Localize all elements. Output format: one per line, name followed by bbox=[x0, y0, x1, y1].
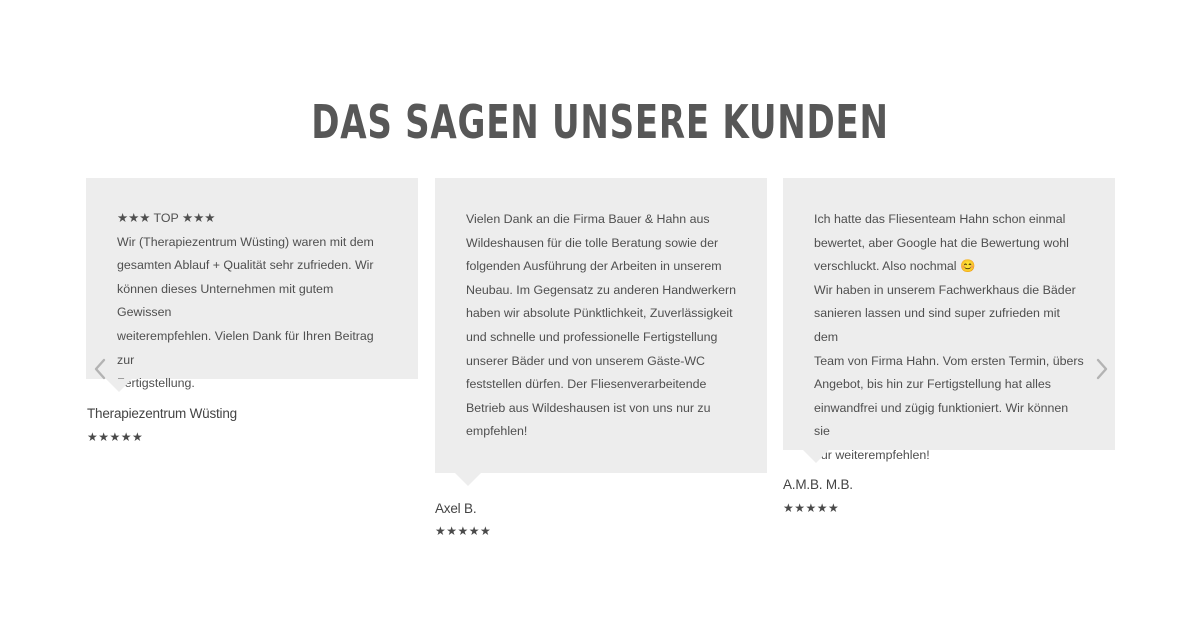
carousel-prev-button[interactable] bbox=[88, 356, 112, 382]
testimonial-author: Axel B. bbox=[435, 501, 477, 516]
star-rating: ★★★★★ bbox=[783, 501, 840, 515]
chevron-left-icon bbox=[88, 356, 112, 382]
carousel-next-button[interactable] bbox=[1090, 356, 1114, 382]
testimonial-text: ★★★ TOP ★★★ Wir (Therapiezentrum Wüsting) waren mit dem gesamten Ablauf + Qualität sehr zufrieden. Wir können dieses Unternehmen mit gutem Gewissen weiterempfehlen. Vielen Dank für Ihren Beitrag zur Fertigstellung. bbox=[117, 211, 374, 391]
testimonial-author: A.M.B. M.B. bbox=[783, 477, 853, 492]
star-rating: ★★★★★ bbox=[87, 430, 144, 444]
chevron-right-icon bbox=[1090, 356, 1114, 382]
star-rating: ★★★★★ bbox=[435, 524, 492, 538]
testimonial-card bbox=[86, 178, 418, 391]
testimonial-author: Therapiezentrum Wüsting bbox=[87, 406, 237, 421]
testimonial-text: Ich hatte das Fliesenteam Hahn schon einmal bewertet, aber Google hat die Bewertung wohl verschluckt. Also nochmal 😊 Wir haben in unserem Fachwerkhaus die Bäder sanieren lassen und sind super zufrieden mit dem Team von Firma Hahn. Vom ersten Termin, übers Angebot, bis hin zur Fertigstellung hat alles einwandfrei und zügig funktioniert. Wir können sie nur weiterempfehlen! bbox=[814, 212, 1084, 462]
testimonial-text: Vielen Dank an die Firma Bauer & Hahn aus Wildeshausen für die tolle Beratung sowie der folgenden Ausführung der Arbeiten in unserem Neubau. Im Gegensatz zu anderen Handwerkern haben wir absolute Pünktlichkeit, Zuverlässigkeit und schnelle und professionelle Fertigstellung unserer Bäder und von unserem Gäste-WC feststellen dürfen. Der Fliesenverarbeitende Betrieb aus Wildeshausen ist von uns nur zu empfehlen! bbox=[466, 212, 736, 439]
section-title: DAS SAGEN UNSERE KUNDEN bbox=[311, 95, 889, 149]
testimonial-card bbox=[783, 178, 1115, 462]
testimonial-card bbox=[435, 178, 767, 473]
